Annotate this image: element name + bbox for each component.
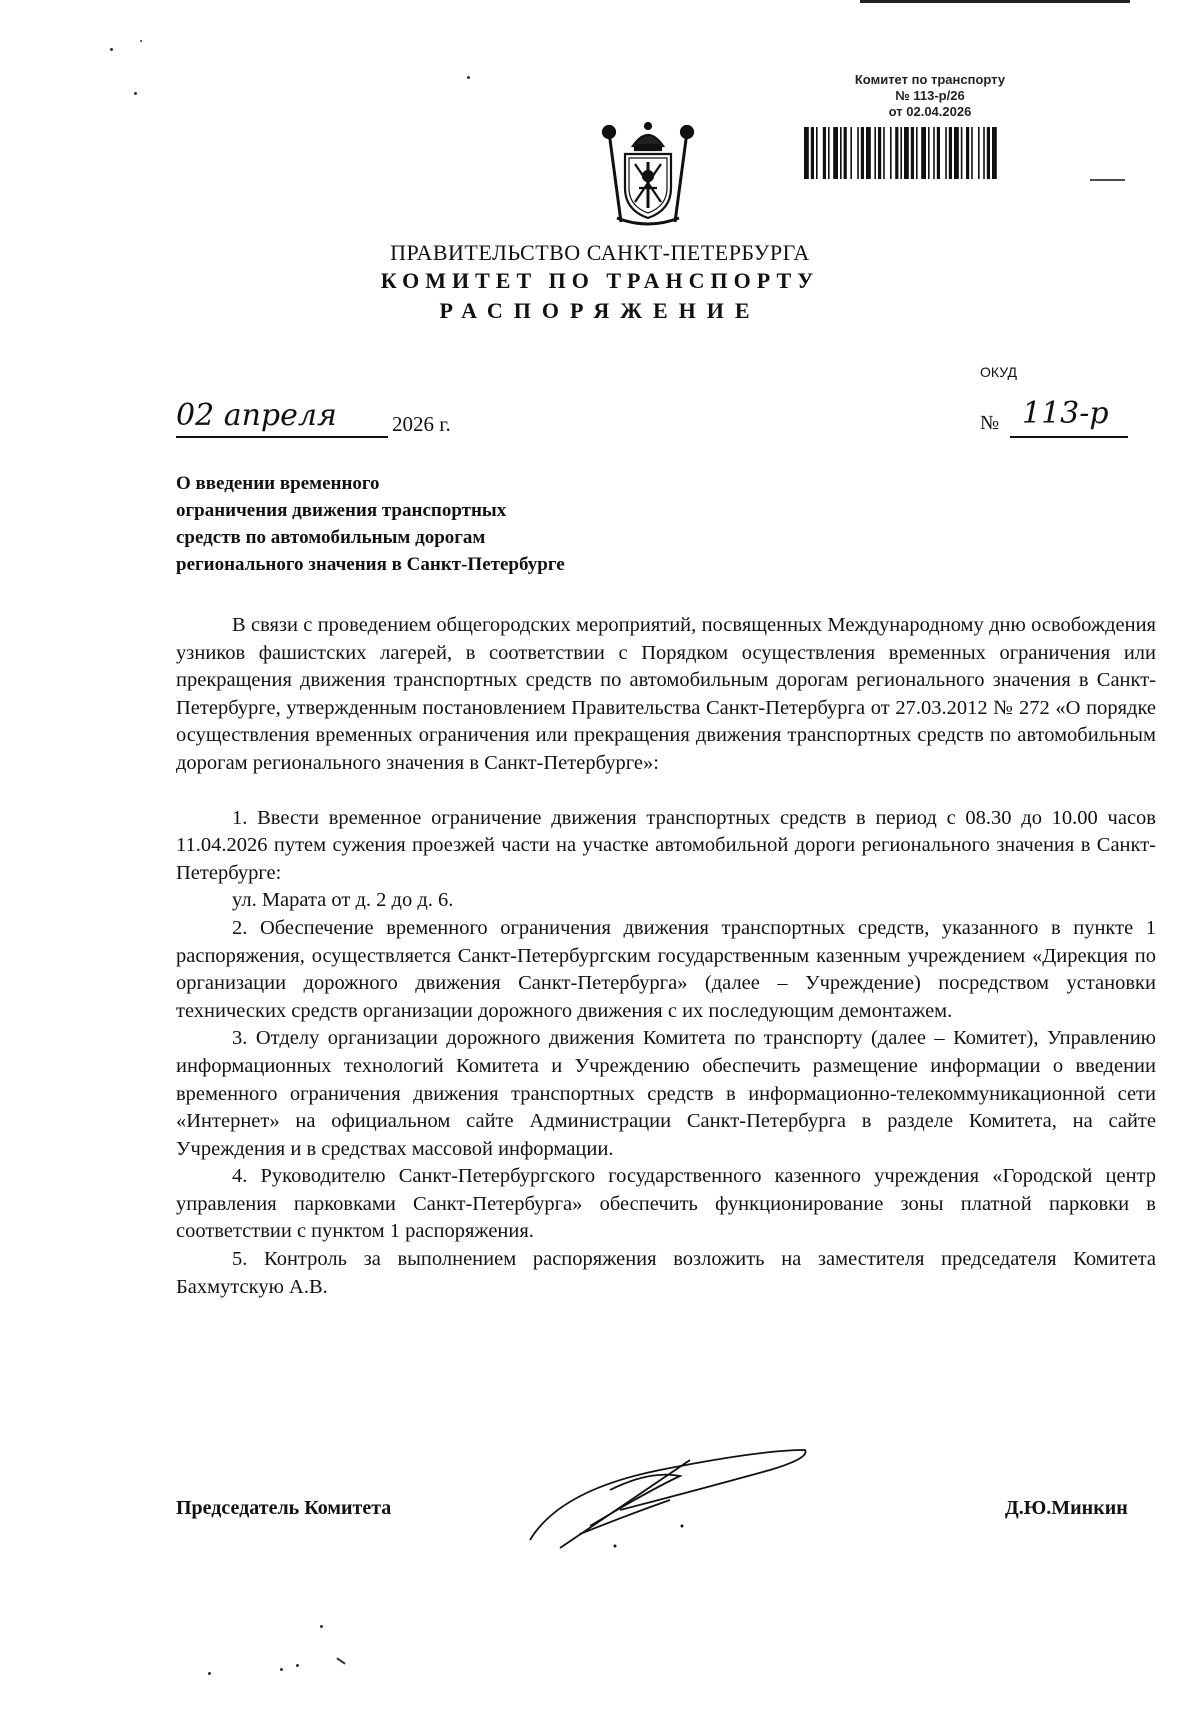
item-2-paragraph: 2. Обеспечение временного ограничения движения транспортных средств, указанного в пункте 1 распоряжения, осуществляется Санкт-Петербургским государственным казенным учреждением «Дирекция по организации дорожного движения Санкт-Петербурга» (далее – Учреждение) посредством установки технических средств организации дорожного движения с их последующим демонтажем. — [176, 916, 1156, 1022]
document-type: РАСПОРЯЖЕНИЕ — [439, 298, 761, 323]
stamp-line-committee: Комитет по транспорту — [854, 72, 1006, 87]
date-field — [176, 400, 466, 440]
scan-speck — [110, 48, 113, 51]
item-3-paragraph: 3. Отделу организации дорожного движения Комитета по транспорту (далее – Комитет), Управлению информационных технологий Комитета и Учреждению обеспечить размещение информации о введении временного ограничения движения транспортных средств в информационно-телекоммуникационной сети «Интернет» на официальном сайте Администрации Санкт-Петербурга в разделе Комитета, на сайте Учреждения и в средствах массовой информации. — [176, 1027, 1156, 1160]
okud-label: ОКУД — [980, 364, 1017, 380]
item-1-street: ул. Марата от д. 2 до д. 6. — [232, 889, 454, 912]
subject-line: регионального значения в Санкт-Петербурге — [176, 554, 565, 575]
scan-speck — [296, 1664, 299, 1667]
scan-speck — [134, 92, 137, 95]
scan-speck — [208, 1672, 211, 1675]
scan-speck — [140, 40, 142, 42]
scan-edge-mark — [860, 0, 1130, 3]
number-label: № — [980, 412, 1000, 434]
subject-line: ограничения движения транспортных — [176, 500, 507, 521]
number-handwritten: 113-р — [1022, 396, 1109, 431]
scan-speck — [280, 1668, 283, 1671]
item-5-paragraph: 5. Контроль за выполнением распоряжения возложить на заместителя председателя Комитета Бахмутскую А.В. — [176, 1248, 1156, 1298]
stamp-line-number: № 113-р/26 — [895, 88, 965, 103]
signature-mark — [520, 1430, 820, 1560]
barcode-icon — [800, 125, 1130, 185]
scan-speck — [467, 76, 470, 79]
registration-stamp — [830, 72, 1030, 120]
document-body — [176, 612, 1156, 1301]
document-subject — [176, 470, 736, 578]
scan-speck — [320, 1625, 323, 1628]
committee-title: КОМИТЕТ ПО ТРАНСПОРТУ — [380, 268, 820, 293]
government-title: ПРАВИТЕЛЬСТВО САНКТ-ПЕТЕРБУРГА — [390, 240, 810, 265]
date-year: 2026 г. — [392, 412, 451, 436]
signatory-position: Председатель Комитета — [176, 1497, 392, 1519]
item-1-paragraph: 1. Ввести временное ограничение движения транспортных средств в период с 08.30 до 10.00 часов 11.04.2026 путем сужения проезжей части на участке автомобильной дороги регионального значения в Санкт-Петербурге: — [176, 806, 1156, 884]
stamp-line-date: от 02.04.2026 — [888, 104, 972, 119]
scan-speck — [336, 1657, 345, 1664]
date-handwritten: 02 апреля — [176, 398, 337, 433]
signatory-name: Д.Ю.Минкин — [1005, 1497, 1128, 1519]
date-underline — [176, 436, 388, 438]
subject-line: О введении временного — [176, 473, 380, 494]
number-underline — [1010, 436, 1128, 438]
subject-line: средств по автомобильным дорогам — [176, 527, 486, 548]
coat-of-arms-icon — [595, 118, 701, 230]
number-field — [980, 396, 1150, 440]
item-4-paragraph: 4. Руководителю Санкт-Петербургского государственного казенного учреждения «Городской центр управления парковками Санкт-Петербурга» обеспечить функционирование зоны платной парковки в соответствии с пунктом 1 распоряжения. — [176, 1165, 1156, 1243]
preamble-paragraph: В связи с проведением общегородских мероприятий, посвященных Международному дню освобождения узников фашистских лагерей, в соответствии с Порядком осуществления временных ограничения или прекращения движения транспортных средств по автомобильным дорогам регионального значения в Санкт-Петербурге, утвержденным постановлением Правительства Санкт-Петербурга от 27.03.2012 № 272 «О порядке осуществления временных ограничения или прекращения движения транспортных средств по автомобильным дорогам регионального значения в Санкт-Петербурге»: — [176, 614, 1156, 774]
